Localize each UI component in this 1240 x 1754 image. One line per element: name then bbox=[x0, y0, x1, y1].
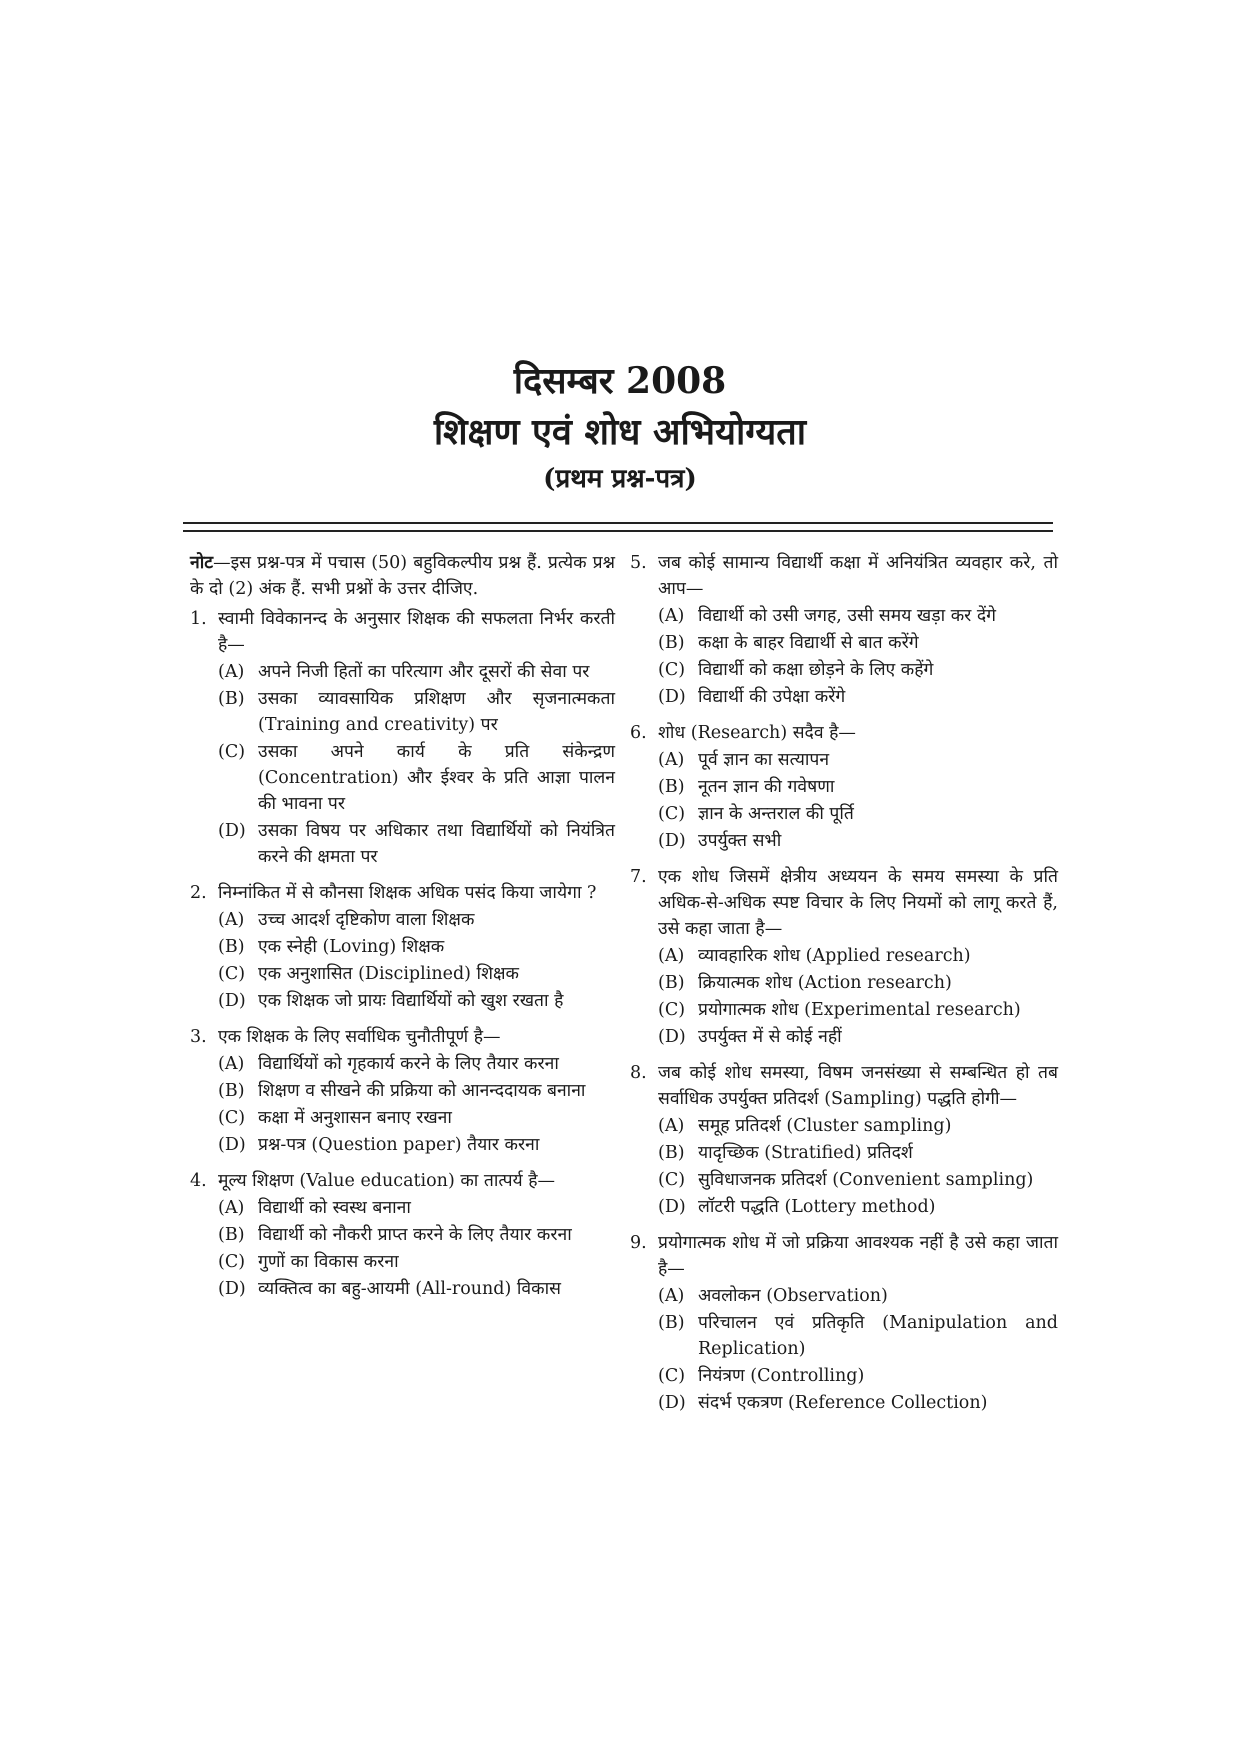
answer-option bbox=[630, 747, 1058, 773]
left-question-list bbox=[190, 606, 615, 1302]
option-label: (D) bbox=[218, 1279, 246, 1299]
option-label: (D) bbox=[658, 1197, 686, 1217]
answer-option bbox=[630, 997, 1058, 1023]
question-item bbox=[190, 606, 615, 870]
question-text: शोध (Research) सदैव है— bbox=[658, 723, 856, 743]
question-item bbox=[630, 550, 1058, 710]
question-item bbox=[630, 1230, 1058, 1416]
question-item bbox=[630, 720, 1058, 854]
option-label: (D) bbox=[658, 687, 686, 707]
answer-option bbox=[630, 603, 1058, 629]
question-number: 3. bbox=[190, 1027, 207, 1047]
option-label: (D) bbox=[658, 1027, 686, 1047]
question-item bbox=[190, 1024, 615, 1158]
option-label: (B) bbox=[658, 633, 685, 653]
question-text: जब कोई शोध समस्या, विषम जनसंख्या से सम्बन्धित हो तब सर्वाधिक उपर्युक्त प्रतिदर्श (Sampling) पद्धति होगी— bbox=[658, 1063, 1058, 1109]
option-label: (A) bbox=[658, 946, 685, 966]
option-label: (B) bbox=[658, 777, 685, 797]
answer-option bbox=[190, 1105, 615, 1131]
answer-option bbox=[190, 1276, 615, 1302]
option-label: (A) bbox=[658, 1286, 685, 1306]
question-stem bbox=[630, 1230, 1058, 1282]
option-label: (B) bbox=[218, 1225, 245, 1245]
question-text: मूल्य शिक्षण (Value education) का तात्पर्य है— bbox=[218, 1171, 556, 1191]
option-text: प्रयोगात्मक शोध (Experimental research) bbox=[698, 1000, 1021, 1020]
option-text: समूह प्रतिदर्श (Cluster sampling) bbox=[698, 1116, 952, 1136]
option-label: (D) bbox=[658, 831, 686, 851]
option-text: विद्यार्थी की उपेक्षा करेंगे bbox=[698, 687, 846, 707]
question-number: 5. bbox=[630, 553, 647, 573]
answer-option bbox=[630, 1363, 1058, 1389]
option-label: (C) bbox=[218, 964, 246, 984]
note-label: नोट bbox=[190, 553, 214, 573]
question-text: एक शिक्षक के लिए सर्वाधिक चुनौतीपूर्ण है— bbox=[218, 1027, 501, 1047]
answer-option bbox=[190, 818, 615, 870]
option-text: पूर्व ज्ञान का सत्यापन bbox=[698, 750, 830, 770]
option-text: क्रियात्मक शोध (Action research) bbox=[698, 973, 952, 993]
answer-option bbox=[190, 961, 615, 987]
question-stem bbox=[190, 1168, 615, 1194]
header-divider-bottom bbox=[183, 530, 1053, 532]
option-label: (C) bbox=[658, 1170, 686, 1190]
exam-date-title: दिसम्बर 2008 bbox=[513, 360, 727, 402]
question-stem bbox=[630, 864, 1058, 942]
option-text: सुविधाजनक प्रतिदर्श (Convenient sampling) bbox=[698, 1170, 1034, 1190]
answer-option bbox=[630, 774, 1058, 800]
question-text: जब कोई सामान्य विद्यार्थी कक्षा में अनियंत्रित व्यवहार करे, तो आप— bbox=[658, 553, 1058, 599]
answer-option bbox=[630, 828, 1058, 854]
answer-option bbox=[190, 1222, 615, 1248]
question-text: स्वामी विवेकानन्द के अनुसार शिक्षक की सफलता निर्भर करती है— bbox=[218, 609, 615, 655]
option-text: उपर्युक्त सभी bbox=[698, 831, 782, 851]
option-text: विद्यार्थी को स्वस्थ बनाना bbox=[258, 1198, 411, 1218]
option-text: नूतन ज्ञान की गवेषणा bbox=[698, 777, 835, 797]
question-number: 6. bbox=[630, 723, 647, 743]
option-label: (A) bbox=[658, 750, 685, 770]
option-text: ज्ञान के अन्तराल की पूर्ति bbox=[698, 804, 854, 824]
question-text: प्रयोगात्मक शोध में जो प्रक्रिया आवश्यक नहीं है उसे कहा जाता है— bbox=[658, 1233, 1058, 1279]
question-number: 4. bbox=[190, 1171, 207, 1191]
answer-option bbox=[190, 739, 615, 817]
option-label: (D) bbox=[218, 821, 246, 841]
option-text: शिक्षण व सीखने की प्रक्रिया को आनन्ददायक बनाना bbox=[258, 1081, 586, 1101]
question-stem bbox=[630, 550, 1058, 602]
header-divider-top bbox=[183, 522, 1053, 524]
option-label: (C) bbox=[658, 804, 686, 824]
answer-option bbox=[630, 1167, 1058, 1193]
answer-option bbox=[630, 1024, 1058, 1050]
question-number: 1. bbox=[190, 609, 207, 629]
option-text: उसका व्यावसायिक प्रशिक्षण और सृजनात्मकता (Training and creativity) पर bbox=[258, 689, 615, 735]
question-number: 9. bbox=[630, 1233, 647, 1253]
option-text: उपर्युक्त में से कोई नहीं bbox=[698, 1027, 842, 1047]
option-text: परिचालन एवं प्रतिकृति (Manipulation and Replication) bbox=[698, 1313, 1058, 1359]
option-label: (A) bbox=[218, 1198, 245, 1218]
option-label: (C) bbox=[218, 1108, 246, 1128]
document-header bbox=[0, 360, 1240, 496]
option-label: (B) bbox=[218, 937, 245, 957]
answer-option bbox=[630, 1140, 1058, 1166]
paper-label: (प्रथम प्रश्न-पत्र) bbox=[543, 464, 697, 495]
question-number: 8. bbox=[630, 1063, 647, 1083]
option-text: अपने निजी हितों का परित्याग और दूसरों की सेवा पर bbox=[258, 662, 590, 682]
option-label: (B) bbox=[658, 973, 685, 993]
option-label: (A) bbox=[218, 1054, 245, 1074]
question-stem bbox=[630, 1060, 1058, 1112]
answer-option bbox=[630, 1283, 1058, 1309]
option-label: (A) bbox=[218, 910, 245, 930]
option-text: उच्च आदर्श दृष्टिकोण वाला शिक्षक bbox=[258, 910, 475, 930]
answer-option bbox=[190, 1132, 615, 1158]
answer-option bbox=[190, 686, 615, 738]
option-label: (C) bbox=[218, 1252, 246, 1272]
option-label: (B) bbox=[218, 689, 245, 709]
option-text: विद्यार्थी को उसी जगह, उसी समय खड़ा कर देंगे bbox=[698, 606, 997, 626]
option-text: उसका विषय पर अधिकार तथा विद्यार्थियों को नियंत्रित करने की क्षमता पर bbox=[258, 821, 615, 867]
question-item bbox=[630, 864, 1058, 1050]
note-text: —इस प्रश्न-पत्र में पचास (50) बहुविकल्पीय प्रश्न हैं. प्रत्येक प्रश्न के दो (2) अंक हैं. सभी प्रश्नों के उत्तर दीजिए. bbox=[190, 553, 615, 599]
option-text: विद्यार्थी को कक्षा छोड़ने के लिए कहेंगे bbox=[698, 660, 934, 680]
option-text: उसका अपने कार्य के प्रति संकेन्द्रण (Concentration) और ईश्वर के प्रति आज्ञा पालन की भावना पर bbox=[258, 742, 615, 814]
exam-subject-title: शिक्षण एवं शोध अभियोग्यता bbox=[433, 411, 807, 454]
answer-option bbox=[630, 970, 1058, 996]
answer-option bbox=[630, 1113, 1058, 1139]
answer-option bbox=[190, 934, 615, 960]
question-item bbox=[190, 880, 615, 1014]
option-label: (B) bbox=[658, 1313, 685, 1333]
answer-option bbox=[190, 907, 615, 933]
question-number: 2. bbox=[190, 883, 207, 903]
option-text: कक्षा के बाहर विद्यार्थी से बात करेंगे bbox=[698, 633, 919, 653]
option-text: गुणों का विकास करना bbox=[258, 1252, 399, 1272]
right-question-list bbox=[630, 550, 1058, 1416]
option-label: (D) bbox=[658, 1393, 686, 1413]
instructions-note bbox=[190, 550, 615, 602]
answer-option bbox=[630, 684, 1058, 710]
question-item bbox=[630, 1060, 1058, 1220]
answer-option bbox=[630, 1390, 1058, 1416]
answer-option bbox=[630, 943, 1058, 969]
option-text: प्रश्न-पत्र (Question paper) तैयार करना bbox=[258, 1135, 540, 1155]
answer-option bbox=[630, 801, 1058, 827]
left-column bbox=[190, 550, 615, 1312]
option-text: यादृच्छिक (Stratified) प्रतिदर्श bbox=[698, 1143, 913, 1163]
option-text: एक शिक्षक जो प्रायः विद्यार्थियों को खुश रखता है bbox=[258, 991, 564, 1011]
question-stem bbox=[190, 1024, 615, 1050]
option-text: संदर्भ एकत्रण (Reference Collection) bbox=[698, 1393, 988, 1413]
option-text: नियंत्रण (Controlling) bbox=[698, 1366, 865, 1386]
option-label: (A) bbox=[218, 662, 245, 682]
question-number: 7. bbox=[630, 867, 647, 887]
answer-option bbox=[630, 1310, 1058, 1362]
option-text: विद्यार्थी को नौकरी प्राप्त करने के लिए तैयार करना bbox=[258, 1225, 572, 1245]
option-text: व्यावहारिक शोध (Applied research) bbox=[698, 946, 971, 966]
option-label: (C) bbox=[218, 742, 246, 762]
question-stem bbox=[630, 720, 1058, 746]
option-label: (B) bbox=[218, 1081, 245, 1101]
answer-option bbox=[190, 988, 615, 1014]
option-label: (C) bbox=[658, 660, 686, 680]
option-text: कक्षा में अनुशासन बनाए रखना bbox=[258, 1108, 452, 1128]
answer-option bbox=[630, 1194, 1058, 1220]
answer-option bbox=[190, 1249, 615, 1275]
option-label: (A) bbox=[658, 1116, 685, 1136]
option-text: व्यक्तित्व का बहु-आयमी (All-round) विकास bbox=[258, 1279, 561, 1299]
answer-option bbox=[630, 630, 1058, 656]
option-label: (A) bbox=[658, 606, 685, 626]
option-label: (C) bbox=[658, 1366, 686, 1386]
question-stem bbox=[190, 606, 615, 658]
answer-option bbox=[190, 1195, 615, 1221]
right-column bbox=[630, 550, 1058, 1426]
question-text: निम्नांकित में से कौनसा शिक्षक अधिक पसंद किया जायेगा ? bbox=[218, 883, 597, 903]
answer-option bbox=[190, 1078, 615, 1104]
question-item bbox=[190, 1168, 615, 1302]
question-text: एक शोध जिसमें क्षेत्रीय अध्ययन के समय समस्या के प्रति अधिक-से-अधिक स्पष्ट विचार के लिए नियमों को लागू करते हैं, उसे कहा जाता है— bbox=[658, 867, 1058, 939]
option-text: अवलोकन (Observation) bbox=[698, 1286, 888, 1306]
option-text: एक अनुशासित (Disciplined) शिक्षक bbox=[258, 964, 519, 984]
option-label: (B) bbox=[658, 1143, 685, 1163]
answer-option bbox=[190, 659, 615, 685]
option-text: एक स्नेही (Loving) शिक्षक bbox=[258, 937, 445, 957]
option-label: (D) bbox=[218, 991, 246, 1011]
option-label: (D) bbox=[218, 1135, 246, 1155]
option-label: (C) bbox=[658, 1000, 686, 1020]
question-stem bbox=[190, 880, 615, 906]
answer-option bbox=[190, 1051, 615, 1077]
answer-option bbox=[630, 657, 1058, 683]
option-text: लॉटरी पद्धति (Lottery method) bbox=[698, 1197, 936, 1217]
option-text: विद्यार्थियों को गृहकार्य करने के लिए तैयार करना bbox=[258, 1054, 559, 1074]
